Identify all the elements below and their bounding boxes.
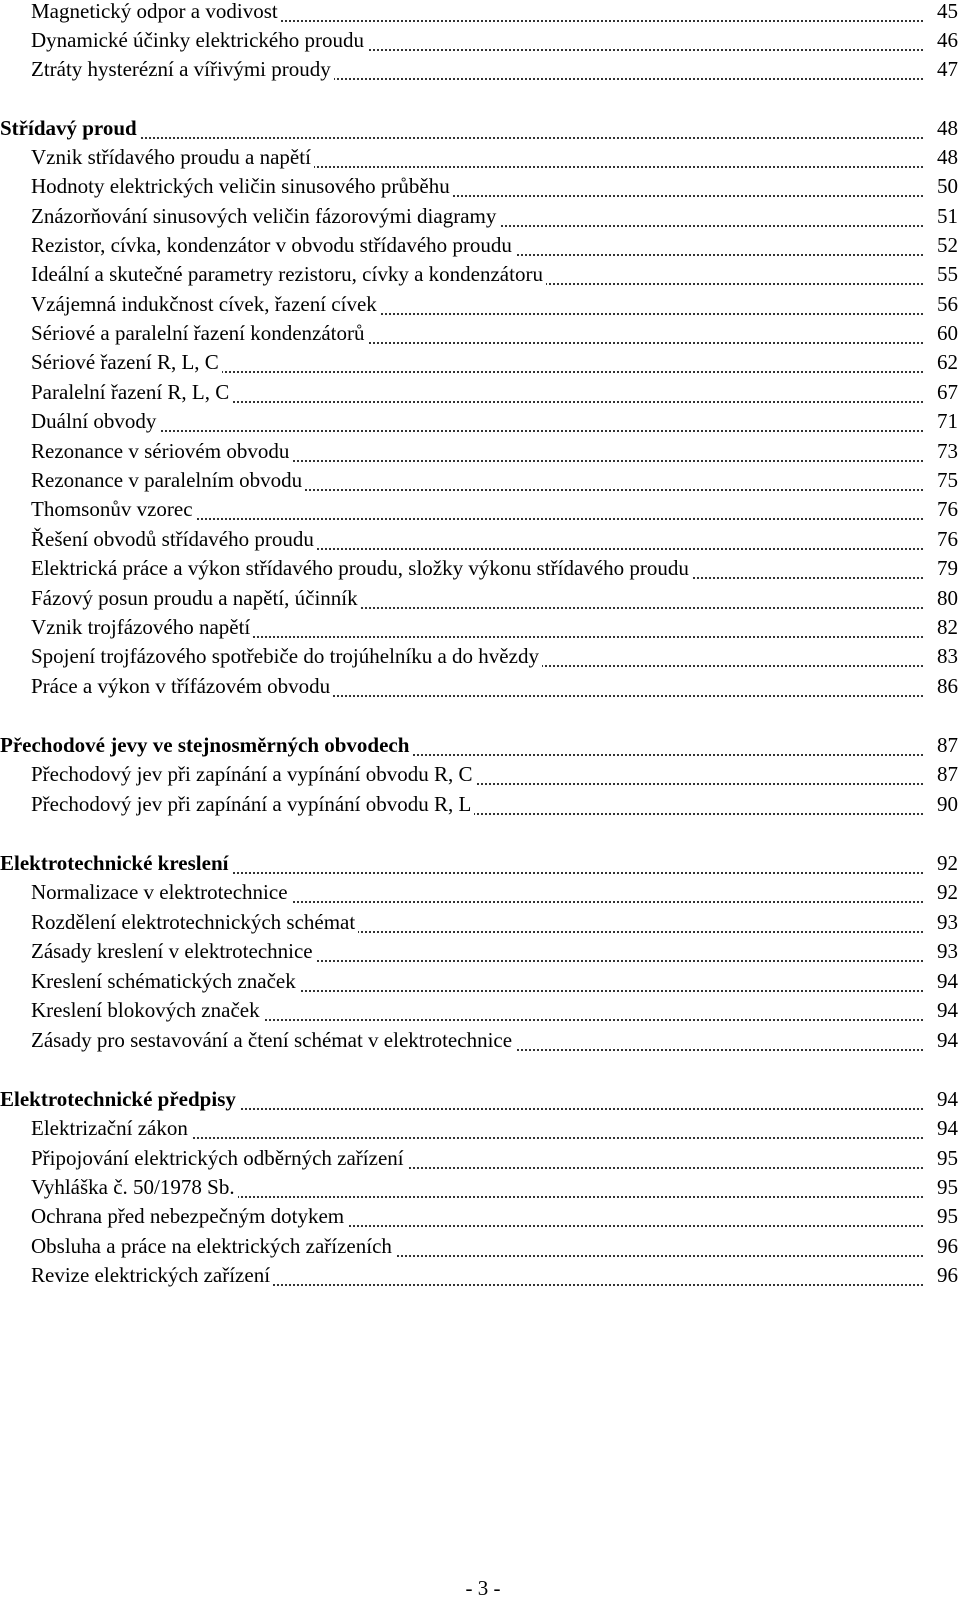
toc-entry-page-number: 52 — [937, 233, 958, 257]
toc-section-heading[interactable] — [0, 115, 958, 145]
toc-entry[interactable] — [0, 761, 958, 791]
toc-entry[interactable] — [0, 909, 958, 939]
toc-entry-page-number: 76 — [937, 527, 958, 551]
dot-leader — [239, 1108, 924, 1110]
toc-entry-title: Rezonance v sériovém obvodu — [31, 439, 290, 463]
dot-leader — [474, 813, 924, 815]
toc-entry-page-number: 94 — [937, 1087, 958, 1111]
toc-entry[interactable] — [0, 555, 958, 585]
toc-entry-title: Ideální a skutečné parametry rezistoru, cívky a kondenzátoru — [31, 262, 543, 286]
toc-entry[interactable] — [0, 1203, 958, 1233]
toc-entry-page-number: 51 — [937, 204, 958, 228]
toc-entry-page-number: 94 — [937, 969, 958, 993]
dot-leader — [542, 665, 924, 667]
dot-leader — [347, 1225, 924, 1227]
dot-leader — [314, 166, 924, 168]
toc-entry-page-number: 67 — [937, 380, 958, 404]
toc-entry[interactable] — [0, 879, 958, 909]
toc-entry[interactable] — [0, 614, 958, 644]
dot-leader — [515, 1049, 924, 1051]
toc-entry[interactable] — [0, 1027, 958, 1057]
toc-entry-title: Elektrotechnické kreslení — [0, 851, 229, 875]
dot-leader — [407, 1167, 924, 1169]
dot-leader — [692, 577, 924, 579]
toc-entry-page-number: 62 — [937, 350, 958, 374]
dot-leader — [238, 1196, 924, 1198]
toc-entry-page-number: 95 — [937, 1204, 958, 1228]
toc-entry[interactable] — [0, 144, 958, 174]
toc-entry[interactable] — [0, 968, 958, 998]
toc-entry-title: Kreslení schématických značek — [31, 969, 296, 993]
dot-leader — [305, 489, 924, 491]
toc-entry-page-number: 94 — [937, 1028, 958, 1052]
toc-entry-title: Elektrizační zákon — [31, 1116, 188, 1140]
dot-leader — [253, 636, 924, 638]
toc-entry[interactable] — [0, 232, 958, 262]
dot-leader — [316, 960, 924, 962]
toc-entry[interactable] — [0, 291, 958, 321]
toc-entry[interactable] — [0, 1233, 958, 1263]
dot-leader — [140, 137, 924, 139]
toc-entry-title: Znázorňování sinusových veličin fázorovými diagramy — [31, 204, 497, 228]
toc-entry-page-number: 60 — [937, 321, 958, 345]
dot-leader — [367, 49, 924, 51]
toc-entry-title: Elektrotechnické předpisy — [0, 1087, 236, 1111]
toc-entry[interactable] — [0, 467, 958, 497]
toc-entry-page-number: 94 — [937, 998, 958, 1022]
toc-entry-title: Zásady pro sestavování a čtení schémat v elektrotechnice — [31, 1028, 513, 1052]
toc-entry[interactable] — [0, 408, 958, 438]
dot-leader — [515, 254, 924, 256]
toc-entry-title: Kreslení blokových značek — [31, 998, 260, 1022]
toc-entry-page-number: 92 — [937, 880, 958, 904]
toc-entry[interactable] — [0, 585, 958, 615]
dot-leader — [358, 931, 924, 933]
dot-leader — [299, 990, 924, 992]
dot-leader — [368, 342, 924, 344]
dot-leader — [291, 901, 924, 903]
toc-entry[interactable] — [0, 0, 958, 28]
dot-leader — [231, 872, 924, 874]
toc-entry-title: Vzájemná indukčnost cívek, řazení cívek — [31, 292, 377, 316]
toc-entry-title: Elektrická práce a výkon střídavého proudu, složky výkonu střídavého proudu — [31, 556, 689, 580]
toc-entry-title: Duální obvody — [31, 409, 157, 433]
dot-leader — [476, 783, 924, 785]
toc-entry-title: Obsluha a práce na elektrických zařízeních — [31, 1234, 392, 1258]
toc-entry-page-number: 94 — [937, 1116, 958, 1140]
toc-entry-title: Ztráty hysterézní a vířivými proudy — [31, 57, 331, 81]
toc-entry-title: Magnetický odpor a vodivost — [31, 0, 278, 23]
toc-entry-page-number: 56 — [937, 292, 958, 316]
toc-entry-title: Thomsonův vzorec — [31, 497, 193, 521]
toc-entry[interactable] — [0, 203, 958, 233]
toc-entry-title: Sériové a paralelní řazení kondenzátorů — [31, 321, 365, 345]
toc-entry-title: Spojení trojfázového spotřebiče do trojúhelníku a do hvězdy — [31, 644, 539, 668]
toc-entry-page-number: 46 — [937, 28, 958, 52]
dot-leader — [281, 20, 924, 22]
toc-entry[interactable] — [0, 673, 958, 703]
dot-leader — [191, 1137, 924, 1139]
dot-leader — [159, 430, 924, 432]
toc-entry-page-number: 96 — [937, 1234, 958, 1258]
toc-entry-page-number: 75 — [937, 468, 958, 492]
toc-entry[interactable] — [0, 643, 958, 673]
dot-leader — [380, 313, 924, 315]
toc-entry-title: Fázový posun proudu a napětí, účinník — [31, 586, 358, 610]
toc-entry-title: Normalizace v elektrotechnice — [31, 880, 288, 904]
toc-entry[interactable] — [0, 1145, 958, 1175]
dot-leader — [196, 518, 924, 520]
dot-leader — [453, 195, 924, 197]
toc-entry[interactable] — [0, 320, 958, 350]
toc-entry[interactable] — [0, 56, 958, 86]
toc-entry[interactable] — [0, 379, 958, 409]
dot-leader — [263, 1019, 924, 1021]
toc-entry-page-number: 92 — [937, 851, 958, 875]
toc-entry-page-number: 96 — [937, 1263, 958, 1287]
toc-entry-title: Střídavý proud — [0, 116, 137, 140]
toc-entry-page-number: 55 — [937, 262, 958, 286]
toc-entry-page-number: 73 — [937, 439, 958, 463]
toc-entry-title: Rezonance v paralelním obvodu — [31, 468, 303, 492]
toc-entry-page-number: 82 — [937, 615, 958, 639]
toc-entry-page-number: 71 — [937, 409, 958, 433]
toc-entry-title: Připojování elektrických odběrných zařízení — [31, 1146, 404, 1170]
toc-entry[interactable] — [0, 349, 958, 379]
toc-entry-page-number: 50 — [937, 174, 958, 198]
toc-entry-title: Revize elektrických zařízení — [31, 1263, 271, 1287]
dot-leader — [292, 460, 924, 462]
toc-entry-page-number: 45 — [937, 0, 958, 23]
toc-entry-title: Dynamické účinky elektrického proudu — [31, 28, 364, 52]
toc-entry-title: Přechodový jev při zapínání a vypínání obvodu R, C — [31, 762, 473, 786]
toc-entry[interactable] — [0, 261, 958, 291]
dot-leader — [222, 371, 924, 373]
dot-leader — [499, 225, 924, 227]
toc-entry[interactable] — [0, 526, 958, 556]
toc-entry-title: Přechodové jevy ve stejnosměrných obvodech — [0, 733, 410, 757]
dot-leader — [333, 695, 924, 697]
toc-entry-title: Ochrana před nebezpečným dotykem — [31, 1204, 345, 1228]
toc-entry-page-number: 95 — [937, 1175, 958, 1199]
toc-section-heading[interactable] — [0, 1086, 958, 1116]
toc-entry[interactable] — [0, 938, 958, 968]
toc-section-heading[interactable] — [0, 850, 958, 880]
dot-leader — [232, 401, 924, 403]
toc-entry-title: Přechodový jev při zapínání a vypínání obvodu R, L — [31, 792, 472, 816]
toc-entry[interactable] — [0, 1174, 958, 1204]
toc-entry-page-number: 76 — [937, 497, 958, 521]
toc-entry-page-number: 87 — [937, 733, 958, 757]
toc-entry[interactable] — [0, 438, 958, 468]
dot-leader — [317, 548, 924, 550]
toc-entry[interactable] — [0, 496, 958, 526]
toc-entry-page-number: 93 — [937, 910, 958, 934]
toc-entry-page-number: 95 — [937, 1146, 958, 1170]
toc-entry-title: Sériové řazení R, L, C — [31, 350, 219, 374]
toc-entry-title: Zásady kreslení v elektrotechnice — [31, 939, 313, 963]
toc-entry-title: Hodnoty elektrických veličin sinusového průběhu — [31, 174, 450, 198]
toc-entry[interactable] — [0, 27, 958, 57]
toc-entry-title: Práce a výkon v třífázovém obvodu — [31, 674, 331, 698]
toc-entry-page-number: 86 — [937, 674, 958, 698]
toc-entry[interactable] — [0, 791, 958, 821]
toc-entry-page-number: 80 — [937, 586, 958, 610]
toc-entry-page-number: 79 — [937, 556, 958, 580]
toc-entry-title: Řešení obvodů střídavého proudu — [31, 527, 314, 551]
dot-leader — [273, 1284, 924, 1286]
dot-leader — [334, 78, 924, 80]
toc-entry-title: Vznik trojfázového napětí — [31, 615, 251, 639]
toc-entry-page-number: 87 — [937, 762, 958, 786]
toc-entry-title: Rezistor, cívka, kondenzátor v obvodu střídavého proudu — [31, 233, 512, 257]
toc-entry[interactable] — [0, 173, 958, 203]
dot-leader — [361, 607, 924, 609]
toc-entry-page-number: 48 — [937, 145, 958, 169]
toc-entry-page-number: 93 — [937, 939, 958, 963]
toc-entry-page-number: 48 — [937, 116, 958, 140]
toc-entry-title: Paralelní řazení R, L, C — [31, 380, 230, 404]
toc-entry-title: Rozdělení elektrotechnických schémat — [31, 910, 356, 934]
toc-entry-page-number: 47 — [937, 57, 958, 81]
toc-entry-page-number: 90 — [937, 792, 958, 816]
toc-entry-page-number: 83 — [937, 644, 958, 668]
page-number: - 3 - — [465, 1576, 501, 1600]
dot-leader — [395, 1255, 924, 1257]
toc-entry[interactable] — [0, 1262, 958, 1292]
toc-entry[interactable] — [0, 997, 958, 1027]
toc-entry-title: Vyhláška č. 50/1978 Sb. — [31, 1175, 235, 1199]
dot-leader — [412, 754, 924, 756]
toc-entry[interactable] — [0, 1115, 958, 1145]
toc-section-heading[interactable] — [0, 732, 958, 762]
toc-entry-title: Vznik střídavého proudu a napětí — [31, 145, 311, 169]
dot-leader — [546, 283, 924, 285]
